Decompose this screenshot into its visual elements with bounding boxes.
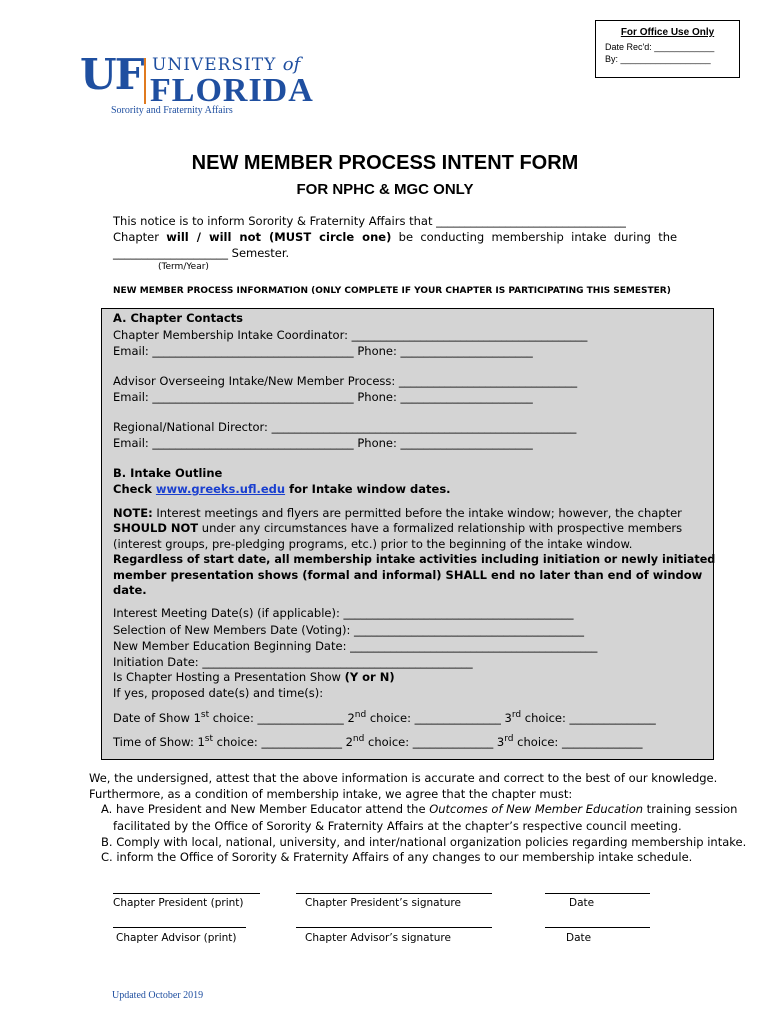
rd-suffix: rd [504, 734, 514, 744]
attest-item-c: C. inform the Office of Sorority & Fraternity Affairs of any changes to our membership intake schedule. [101, 850, 693, 864]
notice-conducting: be conducting membership intake during the [398, 230, 678, 244]
time-show-choice-1[interactable]: choice: ______________ 2 [213, 734, 353, 749]
time-show-label: Time of Show: 1 [113, 734, 205, 749]
nd-suffix: nd [352, 734, 365, 744]
st-suffix: st [204, 734, 214, 744]
attest-line-1: We, the undersigned, attest that the above information is accurate and correct to the best of our knowledge. [89, 771, 718, 785]
time-of-show-field[interactable] [113, 734, 642, 750]
st-suffix: st [200, 710, 210, 720]
attest-item-a-cont: facilitated by the Office of Sorority & Fraternity Affairs at the chapter’s respective council meeting. [113, 819, 682, 833]
date-of-show-field[interactable] [113, 710, 656, 726]
date-line-2[interactable] [545, 927, 650, 928]
date-show-choice-1[interactable]: choice: _______________ 2 [209, 710, 355, 725]
section-a-heading: A. Chapter Contacts [113, 311, 244, 325]
outcomes-title: Outcomes of New Member Education [429, 802, 644, 816]
date-label-1: Date [569, 897, 595, 909]
note-label: NOTE: [113, 506, 153, 520]
y-or-n-choice[interactable]: (Y or N) [344, 670, 395, 684]
coordinator-contact-field[interactable]: Email: ___________________________________ Phone: _______________________ [113, 344, 533, 358]
nd-suffix: nd [354, 710, 367, 720]
date-show-label: Date of Show 1 [113, 710, 201, 725]
greeks-website-link[interactable]: www.greeks.ufl.edu [155, 482, 286, 496]
logo-florida: FLORIDA [150, 72, 314, 109]
date-line-1[interactable] [545, 893, 650, 894]
info-heading: NEW MEMBER PROCESS INFORMATION (ONLY COMPLETE IF YOUR CHAPTER IS PARTICIPATING THIS SEMESTER) [113, 286, 671, 296]
notice-line-2 [113, 231, 677, 245]
if-yes-label: If yes, proposed date(s) and time(s): [113, 686, 324, 700]
logo-subtitle: Sorority and Fraternity Affairs [111, 105, 233, 116]
date-label-2: Date [566, 932, 592, 944]
date-received-field[interactable]: Date Rec'd: ____________ [605, 42, 715, 52]
check-website-line [113, 483, 451, 497]
regional-director-field[interactable]: Regional/National Director: _____________________________________________________ [113, 420, 577, 434]
attest-a-text: A. have President and New Member Educator attend the [101, 802, 430, 816]
logo-divider [144, 58, 146, 104]
should-not-text: SHOULD NOT [113, 521, 199, 535]
notice-line-3: ____________________ Semester. [113, 246, 290, 260]
date-show-choice-2[interactable]: choice: _______________ 3 [366, 710, 512, 725]
check-text: Check [113, 482, 156, 496]
deadline-line-1: Regardless of start date, all membership intake activities including initiation or newly initiated [113, 553, 716, 566]
uf-logo-letters: UF [80, 50, 143, 99]
presentation-show-question[interactable] [113, 671, 395, 685]
president-signature-label: Chapter President’s signature [305, 897, 461, 909]
deadline-line-2: member presentation shows (formal and informal) SHALL end no later than end of window [113, 568, 703, 582]
advisor-field[interactable]: Advisor Overseeing Intake/New Member Process: _______________________________ [113, 374, 578, 388]
term-year-label: (Term/Year) [158, 262, 209, 272]
updated-date: Updated October 2019 [112, 990, 204, 1001]
attest-line-2: Furthermore, as a condition of membership intake, we agree that the chapter must: [89, 787, 573, 801]
initiation-date-field[interactable]: Initiation Date: _______________________________________________ [113, 655, 473, 669]
form-title: NEW MEMBER PROCESS INTENT FORM [191, 152, 579, 174]
selection-date-field[interactable]: Selection of New Members Date (Voting): ________________________________________ [113, 623, 585, 637]
check-text-end: for Intake window dates. [285, 482, 451, 496]
section-b-heading: B. Intake Outline [113, 466, 223, 480]
interest-meeting-field[interactable]: Interest Meeting Date(s) (if applicable): ________________________________________ [113, 606, 574, 620]
will-will-not-choice[interactable]: will / will not (MUST circle one) [166, 230, 392, 244]
form-subtitle: FOR NPHC & MGC ONLY [296, 181, 474, 198]
presentation-show-text: Is Chapter Hosting a Presentation Show [113, 670, 345, 684]
president-signature-line[interactable] [296, 893, 492, 894]
note-line-1 [113, 507, 682, 521]
received-by-field[interactable]: By: __________________ [605, 54, 711, 64]
deadline-line-3: date. [113, 583, 147, 597]
note-text-2: under any circumstances have a formalized relationship with prospective members [198, 521, 683, 535]
education-date-field[interactable]: New Member Education Beginning Date: ___________________________________________ [113, 639, 598, 653]
attest-item-b: B. Comply with local, national, university, and inter/national organization policies regarding membership intake. [101, 835, 747, 849]
notice-chapter: Chapter [113, 230, 159, 244]
rd-suffix: rd [511, 710, 522, 720]
note-line-3: (interest groups, pre-pledging programs, etc.) prior to the beginning of the intake window. [113, 537, 633, 551]
president-print-line[interactable] [113, 893, 260, 894]
advisor-contact-field[interactable]: Email: ___________________________________ Phone: _______________________ [113, 390, 533, 404]
attest-a-text-end: training session [643, 802, 738, 816]
office-use-box [595, 20, 740, 78]
director-contact-field[interactable]: Email: ___________________________________ Phone: _______________________ [113, 436, 533, 450]
note-text-1: Interest meetings and flyers are permitted before the intake window; however, the chapter [152, 506, 682, 520]
note-line-2 [113, 522, 682, 536]
president-print-label: Chapter President (print) [113, 897, 244, 909]
date-show-choice-3[interactable]: choice: _______________ [521, 710, 656, 725]
time-show-choice-2[interactable]: choice: ______________ 3 [364, 734, 505, 749]
advisor-print-line[interactable] [113, 927, 246, 928]
logo-of-text: of [282, 54, 301, 75]
advisor-print-label: Chapter Advisor (print) [116, 932, 237, 944]
office-use-title: For Office Use Only [620, 27, 715, 38]
intake-coordinator-field[interactable]: Chapter Membership Intake Coordinator: _________________________________________ [113, 328, 588, 342]
attest-item-a [101, 803, 737, 817]
logo-university-text: UNIVERSITY [152, 55, 277, 75]
notice-line-1: This notice is to inform Sorority & Fraternity Affairs that _________________________________ [113, 214, 626, 228]
advisor-signature-label: Chapter Advisor’s signature [305, 932, 451, 944]
time-show-choice-3[interactable]: choice: ______________ [513, 734, 643, 749]
advisor-signature-line[interactable] [296, 927, 492, 928]
